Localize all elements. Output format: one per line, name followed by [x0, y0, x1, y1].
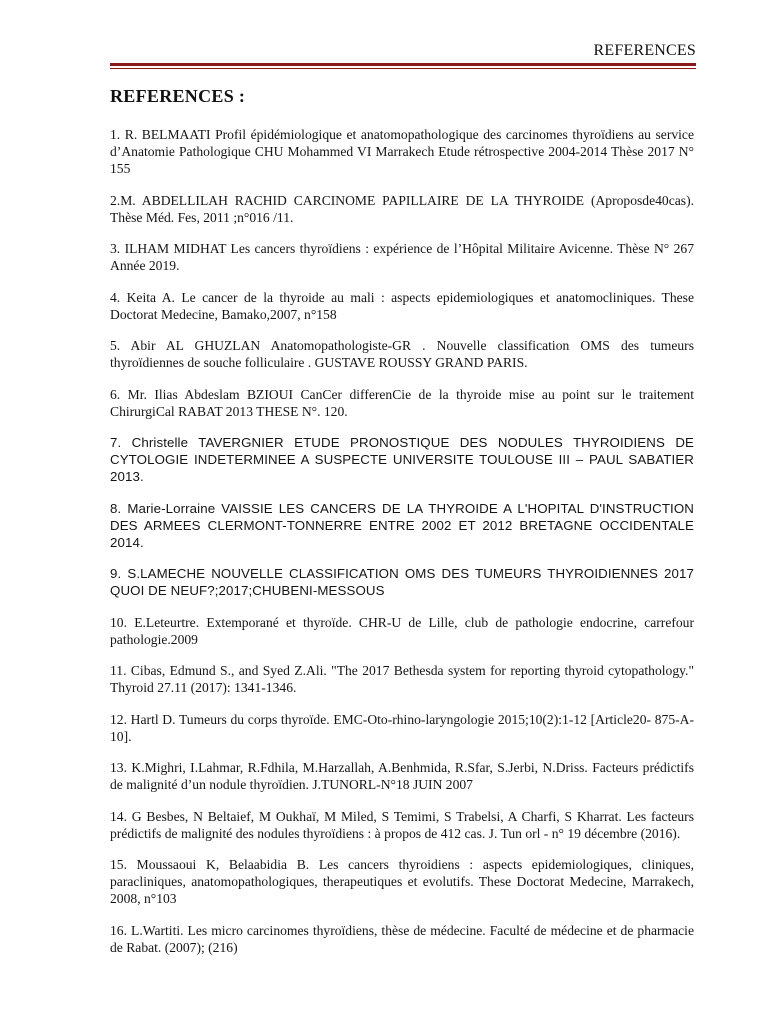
- reference-item: 12. Hartl D. Tumeurs du corps thyroïde. EMC-Oto-rhino-laryngologie 2015;10(2):1-12 [Article20- 875-A-10].: [110, 711, 694, 744]
- reference-item: 2.M. ABDELLILAH RACHID CARCINOME PAPILLAIRE DE LA THYROIDE (Aproposde40cas). Thèse Méd. Fes, 2011 ;n°016 /11.: [110, 192, 694, 225]
- reference-item: 15. Moussaoui K, Belaabidia B. Les cancers thyroidiens : aspects epidemiologiques, cliniques, paracliniques, anatomopathologiques, therapeutiques et evolutifs. These Doctorat Medecine, Marrakech, 2008, n°103: [110, 857, 694, 906]
- reference-list: [110, 126, 694, 970]
- section-title: REFERENCES :: [110, 86, 246, 106]
- reference-item: 8. Marie-Lorraine VAISSIE LES CANCERS DE LA THYROIDE A L'HOPITAL D'INSTRUCTION DES ARMEES CLERMONT-TONNERRE ENTRE 2002 ET 2012 BRETAGNE OCCIDENTALE 2014.: [110, 500, 694, 550]
- reference-item: 16. L.Wartiti. Les micro carcinomes thyroïdiens, thèse de médecine. Faculté de médecine et de pharmacie de Rabat. (2007); (216): [110, 922, 694, 955]
- reference-item: 5. Abir AL GHUZLAN Anatomopathologiste-GR . Nouvelle classification OMS des tumeurs thyroïdiennes de souche folliculaire . GUSTAVE ROUSSY GRAND PARIS.: [110, 338, 694, 370]
- reference-item: 14. G Besbes, N Beltaief, M Oukhaï, M Miled, S Temimi, S Trabelsi, A Charfi, S Kharrat. Les facteurs prédictifs de malignité des nodules thyroïdiens : à propos de 412 cas. J. Tun orl - n° 19 décembre (2016).: [110, 808, 694, 841]
- reference-item: 10. E.Leteurtre. Extemporané et thyroïde. CHR-U de Lille, club de pathologie endocrine, carrefour pathologie.2009: [110, 614, 694, 647]
- reference-item: 6. Mr. Ilias Abdeslam BZIOUI CanCer differenCie de la thyroide mise au point sur le traitement ChirurgiCal RABAT 2013 THESE N°. 120.: [110, 386, 694, 419]
- reference-item: 11. Cibas, Edmund S., and Syed Z.Ali. "The 2017 Bethesda system for reporting thyroid cytopathology." Thyroid 27.11 (2017): 1341-1346.: [110, 663, 694, 695]
- reference-item: 13. K.Mighri, I.Lahmar, R.Fdhila, M.Harzallah, A.Benhmida, R.Sfar, S.Jerbi, N.Driss. Facteurs prédictifs de malignité d’un nodule thyroïdien. J.TUNORL-N°18 JUIN 2007: [110, 760, 694, 792]
- reference-item: 7. Christelle TAVERGNIER ETUDE PRONOSTIQUE DES NODULES THYROIDIENS DE CYTOLOGIE INDETERMINEE A SUSPECTE UNIVERSITE TOULOUSE III – PAUL SABATIER 2013.: [110, 435, 694, 484]
- reference-item: 1. R. BELMAATI Profil épidémiologique et anatomopathologique des carcinomes thyroïdiens au service d’Anatomie Pathologique CHU Mohammed VI Marrakech Etude rétrospective 2004-2014 Thèse 2017 N° 155: [110, 127, 694, 176]
- reference-item: 4. Keita A. Le cancer de la thyroide au mali : aspects epidemiologiques et anatomocliniques. These Doctorat Medecine, Bamako,2007, n°158: [110, 289, 694, 322]
- running-header: REFERENCES: [593, 42, 696, 59]
- header-rule-thick: [110, 63, 696, 66]
- reference-item: 3. ILHAM MIDHAT Les cancers thyroïdiens : expérience de l’Hôpital Militaire Avicenne. Thèse N° 267 Année 2019.: [110, 241, 694, 273]
- header-rule-thin: [110, 68, 696, 69]
- reference-item: 9. S.LAMECHE NOUVELLE CLASSIFICATION OMS DES TUMEURS THYROIDIENNES 2017 QUOI DE NEUF?;2017;CHUBENI-MESSOUS: [110, 566, 694, 598]
